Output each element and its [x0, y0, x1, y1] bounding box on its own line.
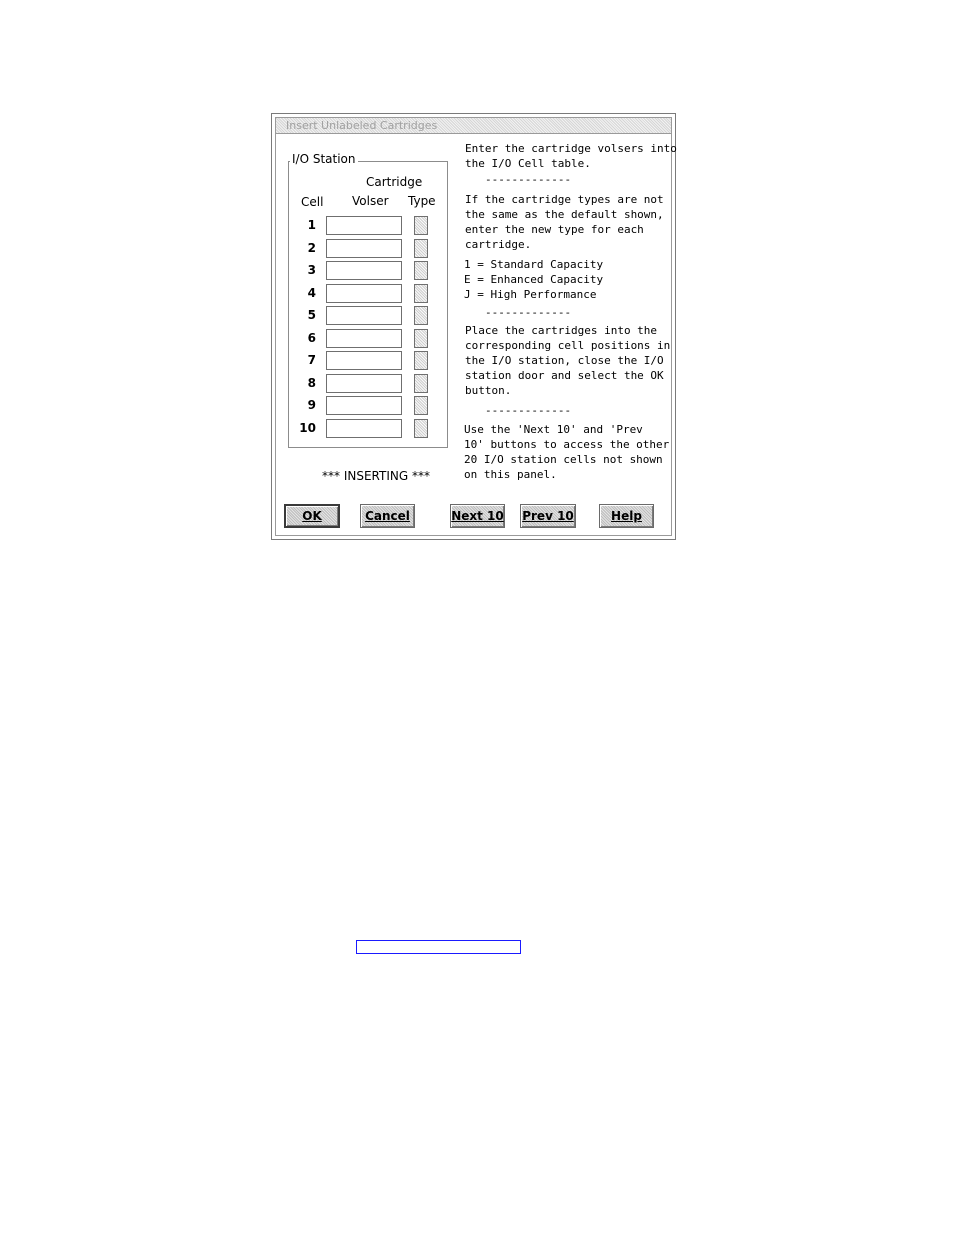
- volser-input-cell-5[interactable]: [326, 306, 402, 325]
- volser-input-cell-8[interactable]: [326, 374, 402, 393]
- type-input-cell-6[interactable]: [414, 329, 428, 348]
- separator-3: -------------: [485, 404, 572, 417]
- volser-input-cell-3[interactable]: [326, 261, 402, 280]
- type-input-cell-7[interactable]: [414, 351, 428, 370]
- inserting-status: *** INSERTING ***: [322, 469, 430, 483]
- dialog-title: Insert Unlabeled Cartridges: [286, 119, 438, 132]
- volser-input-cell-10[interactable]: [326, 419, 402, 438]
- cell-number: 8: [307, 376, 316, 390]
- cell-number: 6: [307, 331, 316, 345]
- cell-number: 7: [307, 353, 316, 367]
- cell-number: 9: [307, 398, 316, 412]
- type-input-cell-3[interactable]: [414, 261, 428, 280]
- instruction-place-cartridges: Place the cartridges into the corresponding cell positions in the I/O station, close the I/O station door and select the OK button.: [465, 324, 671, 397]
- cell-number: 4: [307, 286, 316, 300]
- help-button[interactable]: Help: [599, 504, 654, 528]
- separator-1: -------------: [485, 173, 572, 186]
- cell-number: 10: [299, 421, 316, 435]
- separator-2: -------------: [485, 306, 572, 319]
- type-input-cell-5[interactable]: [414, 306, 428, 325]
- cell-number: 2: [307, 241, 316, 255]
- instruction-next-prev: Use the 'Next 10' and 'Prev 10' buttons to access the other 20 I/O station cells not shown on this panel.: [464, 423, 670, 481]
- cartridge-header: Cartridge: [366, 175, 423, 189]
- hyperlink-box[interactable]: [356, 940, 521, 954]
- next-10-button[interactable]: Next 10: [450, 504, 505, 528]
- cell-number: 5: [307, 308, 316, 322]
- cancel-button[interactable]: Cancel: [360, 504, 415, 528]
- type-input-cell-10[interactable]: [414, 419, 428, 438]
- cell-number: 3: [307, 263, 316, 277]
- instruction-enter-volsers: Enter the cartridge volsers into the I/O Cell table.: [465, 142, 677, 170]
- volser-input-cell-4[interactable]: [326, 284, 402, 303]
- type-input-cell-8[interactable]: [414, 374, 428, 393]
- volser-input-cell-7[interactable]: [326, 351, 402, 370]
- cell-number: 1: [307, 218, 316, 232]
- type-input-cell-9[interactable]: [414, 396, 428, 415]
- volser-header: Volser: [352, 194, 389, 208]
- cell-header: Cell: [301, 195, 324, 209]
- volser-input-cell-2[interactable]: [326, 239, 402, 258]
- type-header: Type: [408, 194, 436, 208]
- insert-unlabeled-cartridges-dialog: [271, 113, 676, 540]
- type-input-cell-2[interactable]: [414, 239, 428, 258]
- ok-button[interactable]: OK: [284, 504, 340, 528]
- type-input-cell-1[interactable]: [414, 216, 428, 235]
- io-station-label: I/O Station: [292, 152, 356, 166]
- type-input-cell-4[interactable]: [414, 284, 428, 303]
- instruction-cartridge-types: If the cartridge types are not the same as the default shown, enter the new type for each cartridge.: [465, 193, 664, 251]
- dialog-titlebar[interactable]: [276, 118, 671, 134]
- type-legend: 1 = Standard Capacity E = Enhanced Capacity J = High Performance: [464, 258, 604, 301]
- volser-input-cell-9[interactable]: [326, 396, 402, 415]
- prev-10-button[interactable]: Prev 10: [520, 504, 576, 528]
- volser-input-cell-6[interactable]: [326, 329, 402, 348]
- volser-input-cell-1[interactable]: [326, 216, 402, 235]
